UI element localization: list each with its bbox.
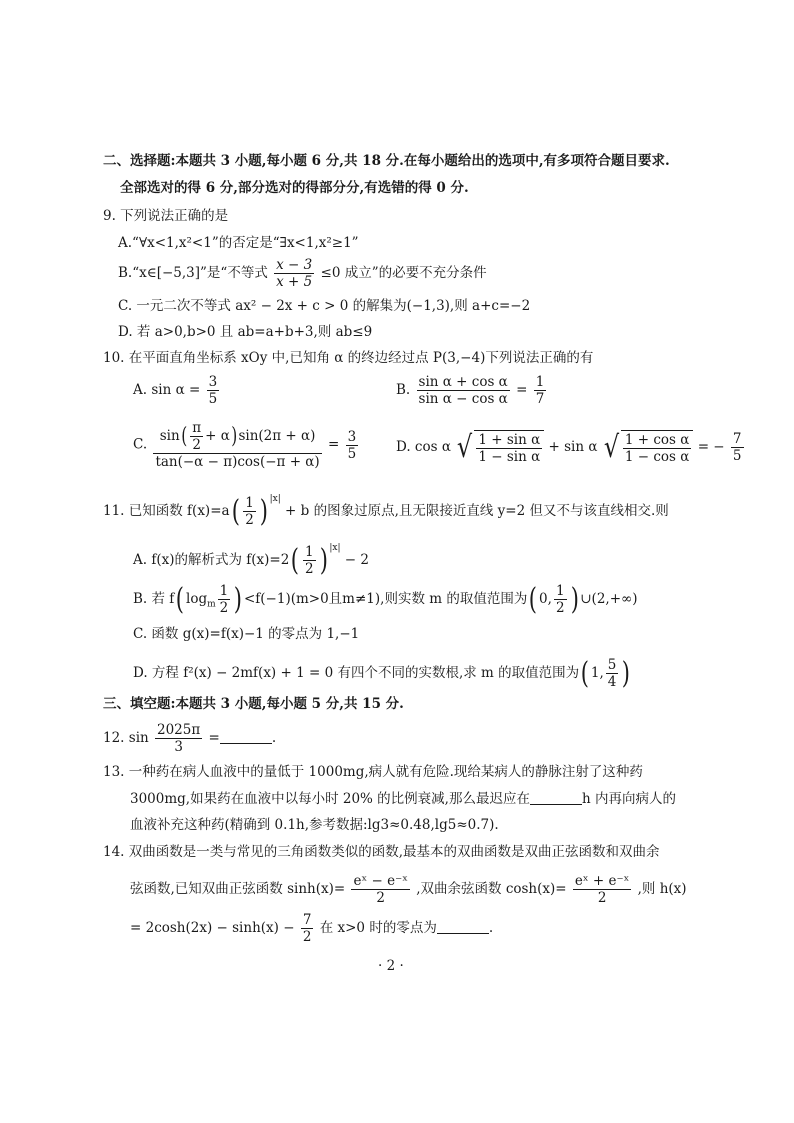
q9-option-c: C. 一元二次不等式 ax² − 2x + c > 0 的解集为(−1,3),则 a+c=−2 bbox=[118, 298, 531, 314]
q9-option-b bbox=[118, 257, 487, 290]
q10-stem: 10. 在平面直角坐标系 xOy 中,已知角 α 的终边经过点 P(3,−4)下列说法正确的有 bbox=[103, 350, 594, 366]
q10-option-d: D. cos α √ $\frac{\text{1 + sin α}}{\text{1 − sin α}}$ + sin α √ $\frac{\text{1 + cos α}}{\text{1 − cos α}}$ = − $\frac{7}{5}$ bbox=[396, 429, 742, 465]
q9-option-a: A.“∀x<1,x²<1”的否定是“∃x<1,x²≥1” bbox=[118, 235, 359, 251]
section-2-heading: 二、选择题:本题共 3 小题,每小题 6 分,共 18 分.在每小题给出的选项中,有多项符合题目要求. bbox=[103, 153, 670, 169]
q11-stem: 11. 已知函数 f(x)=a( $\frac{1}{2}$ ) $^{|x|}$ + b 的图象过原点,且无限接近直线 y=2 但又不与该直线相交.则 bbox=[103, 493, 669, 529]
q9-option-d: D. 若 a>0,b>0 且 ab=a+b+3,则 ab≤9 bbox=[118, 324, 373, 340]
q10-option-c: C. sin( $\frac{\pi}{2}$ + α)sin(2π + α) tan(−α − π)cos(−π + α) = $\frac{3}{5}$ bbox=[133, 420, 357, 470]
section-2-heading-cont: 全部选对的得 6 分,部分选对的得部分分,有选错的得 0 分. bbox=[120, 180, 469, 196]
page-number: · 2 · bbox=[378, 958, 404, 974]
q14-line-1: 14. 双曲函数是一类与常见的三角函数类似的函数,最基本的双曲函数是双曲正弦函数和双曲余 bbox=[103, 844, 660, 860]
q14-line-2: 弦函数,已知双曲正弦函数 sinh(x)= $\frac{\text{eˣ − e⁻ˣ}}{2}$ ,双曲余弦函数 cosh(x)= $\frac{\text{eˣ + e⁻ˣ}}{2}$ ,则 h(x) bbox=[130, 873, 687, 906]
q9-b-text: B.“x∈[−5,3]”是“不等式 bbox=[118, 265, 268, 281]
q10-option-b: B. $\frac{\text{sin α + cos α}}{\text{sin α − cos α}}$ = $\frac{1}{7}$ bbox=[396, 374, 545, 407]
q11-option-c: C. 函数 g(x)=f(x)−1 的零点为 1,−1 bbox=[133, 626, 360, 642]
q11-option-b: B. 若 f( $\log_m$ $\frac{1}{2}$ ) <f(−1)(m>0且m≠1),则实数 m 的取值范围为( 0, $\frac{1}{2}$ ) ∪(2,+∞) bbox=[133, 581, 638, 617]
q13-line-2: 3000mg,如果药在血液中以每小时 20% 的比例衰减,那么最迟应在 h 内再向病人的 bbox=[130, 791, 676, 807]
q11-option-a: A. f(x)的解析式为 f(x)=2( $\frac{1}{2}$ ) $^{|x|}$ − 2 bbox=[133, 542, 369, 578]
q9-stem: 9. 下列说法正确的是 bbox=[103, 208, 229, 224]
q13-answer-blank[interactable] bbox=[530, 790, 582, 805]
section-3-heading: 三、填空题:本题共 3 小题,每小题 5 分,共 15 分. bbox=[103, 696, 404, 712]
q14-line-3: = 2cosh(2x) − sinh(x) − $\frac{7}{2}$ 在 x>0 时的零点为 . bbox=[130, 912, 494, 945]
q13-line-3: 血液补充这种药(精确到 0.1h,参考数据:lg3≈0.48,lg5≈0.7). bbox=[130, 817, 499, 833]
q9-b-text-end: ≤0 成立”的必要不充分条件 bbox=[320, 265, 487, 281]
q10-option-a: A. sin α = $\frac{3}{5}$ bbox=[133, 374, 218, 407]
q13-line-1: 13. 一种药在病人血液中的量低于 1000mg,病人就有危险.现给某病人的静脉注射了这种药 bbox=[103, 764, 643, 780]
q12: 12. sin $\frac{2025\pi}{3}$ = . bbox=[103, 722, 277, 755]
q9-b-fraction: $\frac{x - 3}{x + 5}$ bbox=[276, 257, 313, 290]
q12-answer-blank[interactable] bbox=[220, 729, 272, 744]
q14-answer-blank[interactable] bbox=[437, 919, 489, 934]
q11-option-d: D. 方程 f²(x) − 2mf(x) + 1 = 0 有四个不同的实数根,求 m 的取值范围为( 1, $\frac{5}{4}$ ) bbox=[133, 655, 631, 691]
